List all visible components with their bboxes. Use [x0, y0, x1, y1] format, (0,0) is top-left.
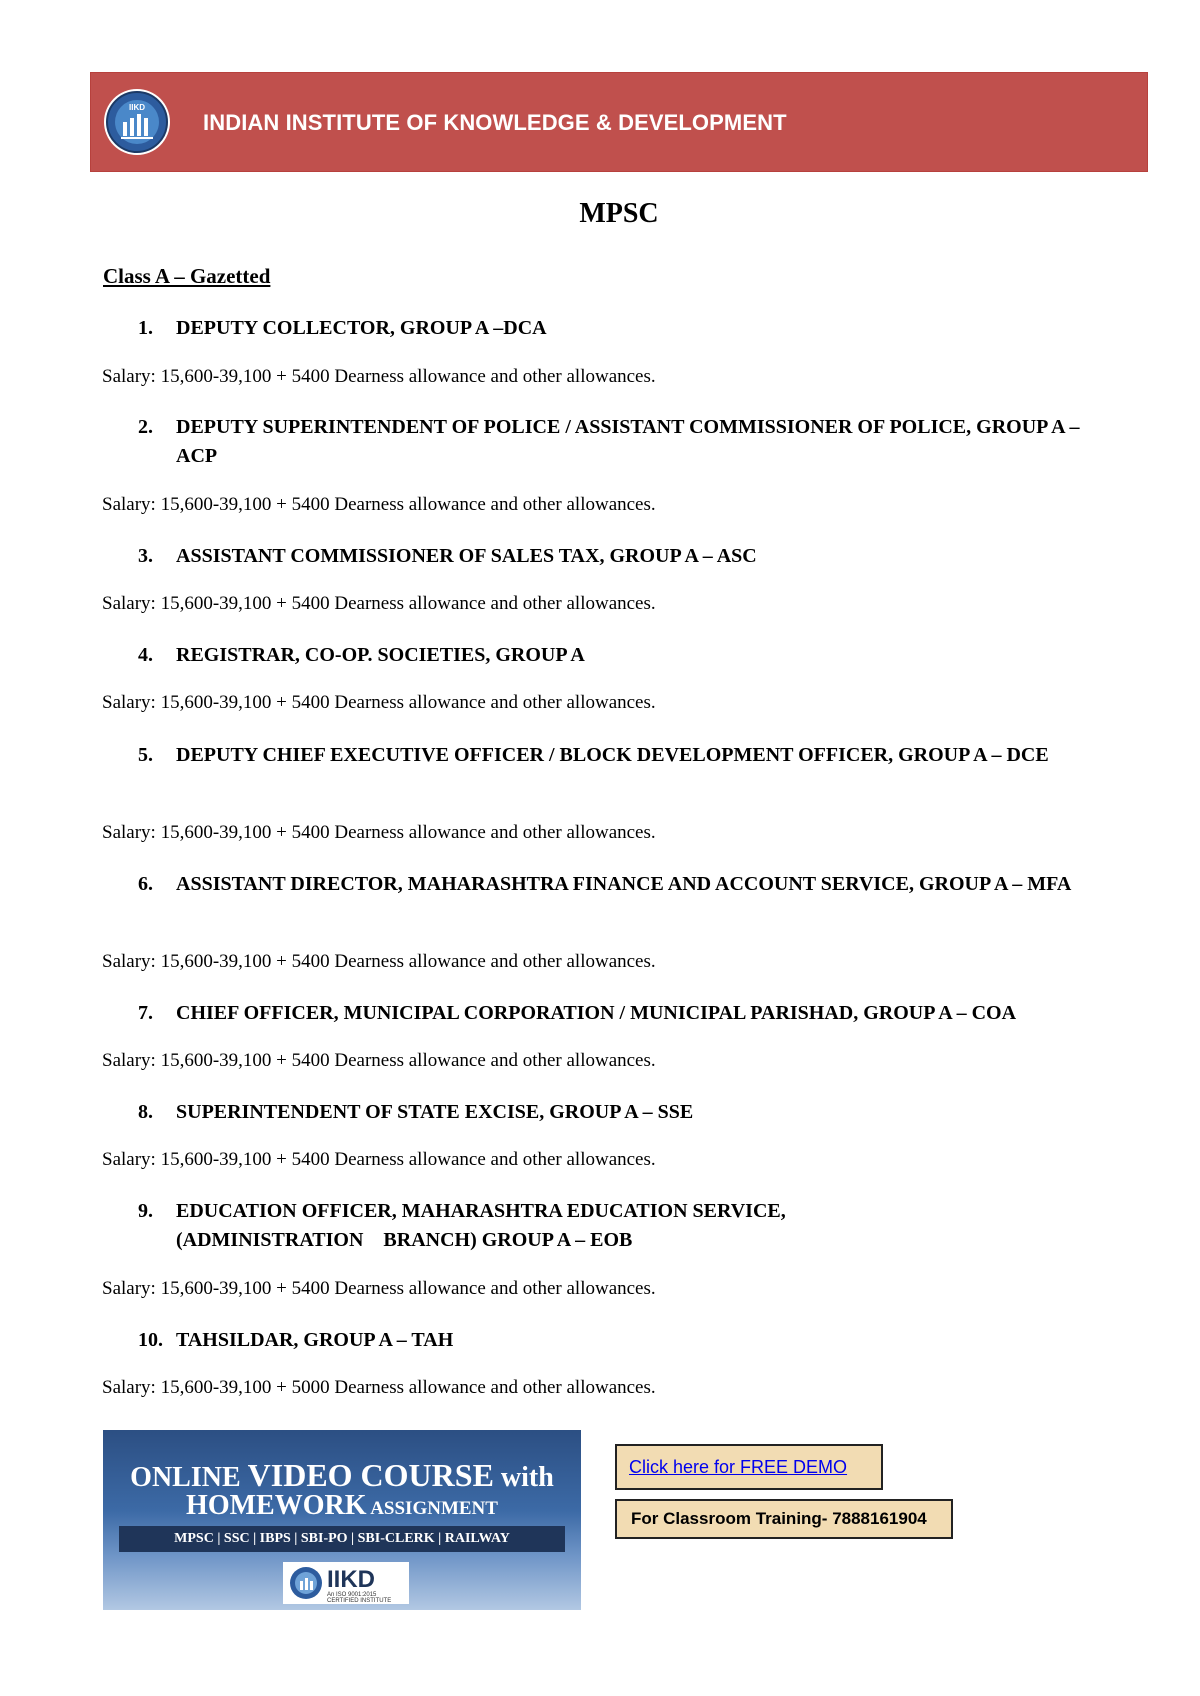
post-number: 2.	[138, 416, 153, 438]
post-title: DEPUTY SUPERINTENDENT OF POLICE / ASSISTANT COMMISSIONER OF POLICE, GROUP A – ACP	[176, 416, 1080, 467]
section-title: Class A – Gazetted	[103, 264, 271, 288]
post-title: TAHSILDAR, GROUP A – TAH	[176, 1329, 454, 1351]
post-salary: Salary: 15,600-39,100 + 5400 Dearness allowance and other allowances.	[102, 1050, 656, 1071]
post-number: 6.	[138, 873, 153, 895]
banner-word: VIDEO COURSE	[247, 1457, 494, 1493]
post-number: 3.	[138, 545, 153, 567]
banner-word: ONLINE	[130, 1462, 248, 1493]
post-salary: Salary: 15,600-39,100 + 5400 Dearness allowance and other allowances.	[102, 1278, 656, 1299]
post-title: DEPUTY COLLECTOR, GROUP A –DCA	[176, 317, 547, 339]
banner-subheadline	[103, 1490, 581, 1522]
post-title: CHIEF OFFICER, MUNICIPAL CORPORATION / MUNICIPAL PARISHAD, GROUP A – COA	[176, 1002, 1017, 1024]
post-number: 8.	[138, 1101, 153, 1123]
banner-logo-subtext: An ISO 9001:2015 CERTIFIED INSTITUTE	[327, 1592, 392, 1604]
post-salary: Salary: 15,600-39,100 + 5400 Dearness allowance and other allowances.	[102, 1149, 656, 1170]
post-salary: Salary: 15,600-39,100 + 5400 Dearness allowance and other allowances.	[102, 494, 656, 515]
post-number: 5.	[138, 744, 153, 766]
post-salary: Salary: 15,600-39,100 + 5000 Dearness allowance and other allowances.	[102, 1377, 656, 1398]
post-number: 10.	[138, 1329, 163, 1351]
banner-logo	[283, 1562, 409, 1604]
video-course-banner[interactable]	[103, 1430, 581, 1610]
classroom-training-box: For Classroom Training- 7888161904	[615, 1499, 953, 1539]
post-number: 4.	[138, 644, 153, 666]
post-number: 9.	[138, 1200, 153, 1222]
header-bar	[90, 72, 1148, 172]
post-title: REGISTRAR, CO-OP. SOCIETIES, GROUP A	[176, 644, 585, 666]
iikd-globe-icon	[289, 1566, 323, 1600]
post-title: EDUCATION OFFICER, MAHARASHTRA EDUCATION SERVICE, (ADMINISTRATION BRANCH) GROUP A – EOB	[176, 1200, 791, 1251]
banner-headline	[103, 1457, 581, 1493]
post-salary: Salary: 15,600-39,100 + 5400 Dearness allowance and other allowances.	[102, 366, 656, 387]
post-title: DEPUTY CHIEF EXECUTIVE OFFICER / BLOCK DEVELOPMENT OFFICER, GROUP A – DCE	[176, 744, 1049, 766]
post-number: 1.	[138, 317, 153, 339]
institute-name: INDIAN INSTITUTE OF KNOWLEDGE & DEVELOPMENT	[203, 110, 787, 135]
post-title: ASSISTANT DIRECTOR, MAHARASHTRA FINANCE AND ACCOUNT SERVICE, GROUP A – MFA	[176, 873, 1072, 895]
exam-list-strip: MPSC | SSC | IBPS | SBI-PO | SBI-CLERK | RAILWAY	[119, 1526, 565, 1552]
free-demo-link[interactable]: Click here for FREE DEMO	[629, 1457, 848, 1477]
post-salary: Salary: 15,600-39,100 + 5400 Dearness allowance and other allowances.	[102, 822, 656, 843]
banner-word: HOMEWORK	[186, 1490, 367, 1521]
post-title: SUPERINTENDENT OF STATE EXCISE, GROUP A – SSE	[176, 1101, 694, 1123]
document-title: MPSC	[579, 198, 659, 229]
free-demo-box	[615, 1444, 883, 1490]
post-number: 7.	[138, 1002, 153, 1024]
iikd-emblem-icon	[103, 88, 171, 156]
post-salary: Salary: 15,600-39,100 + 5400 Dearness allowance and other allowances.	[102, 593, 656, 614]
post-title: ASSISTANT COMMISSIONER OF SALES TAX, GROUP A – ASC	[176, 545, 757, 567]
banner-word: with	[493, 1462, 554, 1493]
post-salary: Salary: 15,600-39,100 + 5400 Dearness allowance and other allowances.	[102, 951, 656, 972]
banner-word: ASSIGNMENT	[366, 1498, 498, 1519]
post-salary: Salary: 15,600-39,100 + 5400 Dearness allowance and other allowances.	[102, 692, 656, 713]
logo-text: IIKD	[129, 103, 145, 112]
banner-logo-text: IIKD	[327, 1566, 375, 1593]
